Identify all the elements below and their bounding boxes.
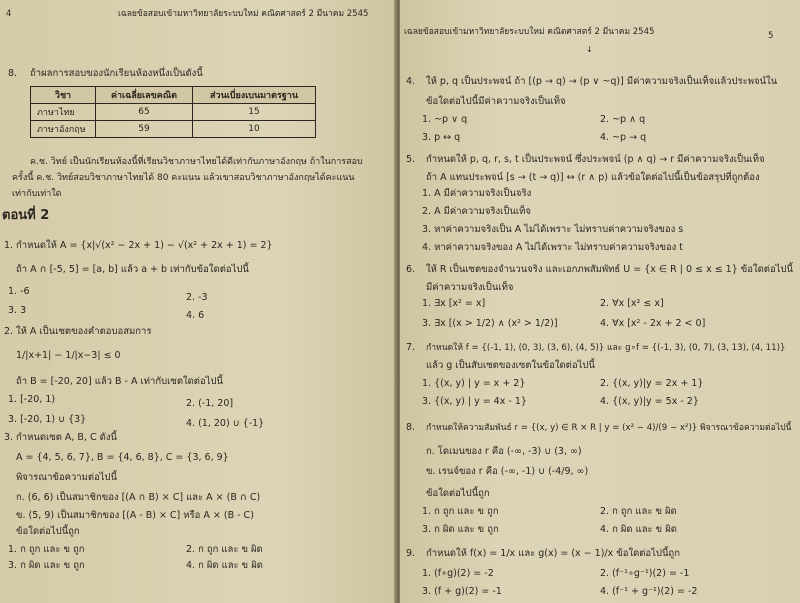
choice: 1. ~p ∨ q — [422, 114, 468, 125]
question-number: 3. — [4, 432, 14, 443]
question-text: มีค่าความจริงเป็นเท็จ — [426, 282, 514, 293]
table-cell: 15 — [193, 104, 316, 121]
choice: 3. ก ผิด และ ข ถูก — [8, 560, 85, 571]
question-text: ถ้าผลการสอบของนักเรียนห้องหนึ่งเป็นดังนี้ — [30, 68, 203, 79]
choice: 4. หาค่าความจริงของ A ไม่ได้เพราะ ไม่ทราบค่าความจริงของ t — [422, 242, 684, 253]
left-page — [0, 0, 396, 603]
question-text: ข้อใดต่อไปนี้มีค่าความจริงเป็นเท็จ — [426, 96, 566, 107]
right-page — [400, 0, 800, 603]
table-cell: 65 — [96, 104, 193, 121]
choice: 1. A มีค่าความจริงเป็นจริง — [422, 188, 532, 199]
choice: 3. 3 — [8, 305, 27, 316]
question-number: 4. — [406, 76, 416, 87]
question-text: ถ้า A แทนประพจน์ [s → (t → q)] ↔ (r ∧ p) แล้วข้อใดต่อไปนี้เป็นข้อสรุปที่ถูกต้อง — [426, 172, 760, 183]
running-header: เฉลยข้อสอบเข้ามหาวิทยาลัยระบบใหม่ คณิตศาสตร์ 2 มีนาคม 2545 — [404, 27, 655, 37]
question-number: 8. — [406, 422, 416, 433]
choice: 4. ก ผิด และ ข ผิด — [186, 560, 263, 571]
section-title: ตอนที่ 2 — [2, 208, 50, 223]
choice: 2. A มีค่าความจริงเป็นเท็จ — [422, 206, 531, 217]
choice: 2. ∀x [x² ≤ x] — [600, 298, 664, 309]
question-number: 7. — [406, 342, 416, 353]
choice: 4. (1, 20) ∪ {-1} — [186, 418, 265, 429]
set-definitions: A = {4, 5, 6, 7}, B = {4, 6, 8}, C = {3, 6, 9} — [16, 452, 229, 463]
table-row — [31, 121, 316, 138]
table-cell: ภาษาไทย — [31, 104, 96, 121]
choice: 2. (-1, 20] — [186, 398, 234, 409]
choice: 4. {(x, y)|y = 5x - 2} — [600, 396, 699, 407]
choice: 2. (f⁻¹∘g⁻¹)(2) = -1 — [600, 568, 690, 579]
question-sub: ถ้า A ∩ [-5, 5] = [a, b] แล้ว a + b เท่ากับข้อใดต่อไปนี้ — [16, 264, 249, 275]
question-number: 2. — [4, 326, 14, 337]
choice: 1. ก ถูก และ ข ถูก — [8, 544, 85, 555]
choice: 3. [-20, 1) ∪ {3} — [8, 414, 87, 425]
score-table — [30, 86, 316, 138]
question-text: กำหนดให้ f(x) = 1/x และ g(x) = (x − 1)/x ข้อใดต่อไปนี้ถูก — [426, 548, 680, 559]
question-sub: ถ้า B = [-20, 20] แล้ว B - A เท่ากับเซตใดต่อไปนี้ — [16, 376, 223, 387]
statement: ข. (5, 9) เป็นสมาชิกของ [(A - B) × C] หรือ A × (B - C) — [16, 510, 254, 521]
choice: 4. ~p → q — [600, 132, 647, 143]
choice: 1. ∃x [x² = x] — [422, 298, 486, 309]
table-cell: 10 — [193, 121, 316, 138]
question-number: 1. — [4, 240, 14, 251]
question-number: 5. — [406, 154, 416, 165]
choice: 1. {(x, y) | y = x + 2} — [422, 378, 526, 389]
choice: 4. (f⁻¹ + g⁻¹)(2) = -2 — [600, 586, 698, 597]
question-text: แล้ว g เป็นสับเซตของเซตในข้อใดต่อไปนี้ — [426, 360, 595, 371]
question-number: 6. — [406, 264, 416, 275]
running-header: เฉลยข้อสอบเข้ามหาวิทยาลัยระบบใหม่ คณิตศาสตร์ 2 มีนาคม 2545 — [118, 9, 369, 19]
question-text-line: ครั้งนี้ ค.ช. วิทย์สอบวิชาภาษาไทยได้ 80 คะแนน แล้วเขาสอบวิชาภาษาอังกฤษได้คะแนน — [12, 173, 355, 183]
choice: 2. ก ถูก และ ข ผิด — [600, 506, 677, 517]
choice: 1. [-20, 1) — [8, 394, 56, 405]
question-text: กำหนดให้ A = {x|√(x² − 2x + 1) − √(x² + 2x + 1) = 2} — [16, 240, 273, 251]
choice: 1. ก ถูก และ ข ถูก — [422, 506, 499, 517]
table-cell: 59 — [96, 121, 193, 138]
table-row — [31, 104, 316, 121]
column-header: ค่าเฉลี่ยเลขคณิต — [96, 87, 193, 104]
question-number: 9. — [406, 548, 416, 559]
question-text: กำหนดให้ f = {(-1, 1), (0, 3), (3, 6), (4, 5)} และ g∘f = {(-1, 3), (0, 7), (3, 13), (4, 11)} — [426, 343, 786, 353]
question-text-line: เท่ากับเท่าใด — [12, 189, 62, 199]
question-text: กำหนดให้ความสัมพันธ์ r = {(x, y) ∈ R × R | y = (x² − 4)/(9 − x²)} พิจารณาข้อความต่อไปนี้ — [426, 423, 792, 433]
question-number: 8. — [8, 68, 18, 79]
column-header: วิชา — [31, 87, 96, 104]
table-cell: ภาษาอังกฤษ — [31, 121, 96, 138]
statement: ก. (6, 6) เป็นสมาชิกของ [(A ∩ B) × C] และ A × (B ∩ C) — [16, 492, 261, 503]
question-text: ให้ p, q เป็นประพจน์ ถ้า [(p → q) → (p ∨ ~q)] มีค่าความจริงเป็นเท็จแล้วประพจน์ใน — [426, 76, 778, 87]
column-header: ส่วนเบี่ยงเบนมาตรฐาน — [193, 87, 316, 104]
question-text: ให้ R เป็นเซตของจำนวนจริง และเอกภพสัมพัทธ์ U = {x ∈ R | 0 ≤ x ≤ 1} ข้อใดต่อไปนี้ — [426, 264, 793, 275]
choice: 3. หาค่าความจริงเป็น A ไม่ได้เพราะ ไม่ทราบค่าความจริงของ s — [422, 224, 684, 235]
table-header-row — [31, 87, 316, 104]
choice: 3. ∃x [(x > 1/2) ∧ (x² > 1/2)] — [422, 318, 558, 329]
handwritten-arrow: ↓ — [586, 45, 593, 54]
choice: 4. ∀x [x² - 2x + 2 < 0] — [600, 318, 706, 329]
question-text-line: ค.ช. วิทย์ เป็นนักเรียนห้องนี้ที่เรียนวิชาภาษาไทยได้ดีเท่ากับภาษาอังกฤษ ถ้าในการสอบ — [30, 157, 363, 167]
choice: 4. 6 — [186, 310, 205, 321]
statement: ก. โดเมนของ r คือ (-∞, -3) ∪ (3, ∞) — [426, 446, 582, 457]
choice: 2. ~p ∧ q — [600, 114, 646, 125]
question-text: ให้ A เป็นเซตของคำตอบอสมการ — [16, 326, 152, 337]
choice: 4. ก ผิด และ ข ผิด — [600, 524, 677, 535]
choice: 2. {(x, y)|y = 2x + 1} — [600, 378, 704, 389]
question-sub: ข้อใดต่อไปนี้ถูก — [426, 488, 490, 499]
question-sub: ข้อใดต่อไปนี้ถูก — [16, 526, 80, 537]
choice: 1. (f∘g)(2) = -2 — [422, 568, 494, 579]
choice: 3. p ↔ q — [422, 132, 461, 143]
choice: 2. ก ถูก และ ข ผิด — [186, 544, 263, 555]
question-text: กำหนดเซต A, B, C ดังนี้ — [16, 432, 117, 443]
inequality: 1/|x+1| − 1/|x−3| ≤ 0 — [16, 350, 121, 361]
page-number: 5 — [768, 31, 774, 41]
choice: 3. (f + g)(2) = -1 — [422, 586, 502, 597]
question-sub: พิจารณาข้อความต่อไปนี้ — [16, 472, 118, 483]
choice: 2. -3 — [186, 292, 208, 303]
choice: 3. ก ผิด และ ข ถูก — [422, 524, 499, 535]
question-text: กำหนดให้ p, q, r, s, t เป็นประพจน์ ซึ่งประพจน์ (p ∧ q) → r มีค่าความจริงเป็นเท็จ — [426, 154, 765, 165]
page-number: 4 — [6, 9, 12, 19]
statement: ข. เรนจ์ของ r คือ (-∞, -1) ∪ (-4/9, ∞) — [426, 466, 589, 477]
choice: 3. {(x, y) | y = 4x - 1} — [422, 396, 527, 407]
choice: 1. -6 — [8, 286, 30, 297]
